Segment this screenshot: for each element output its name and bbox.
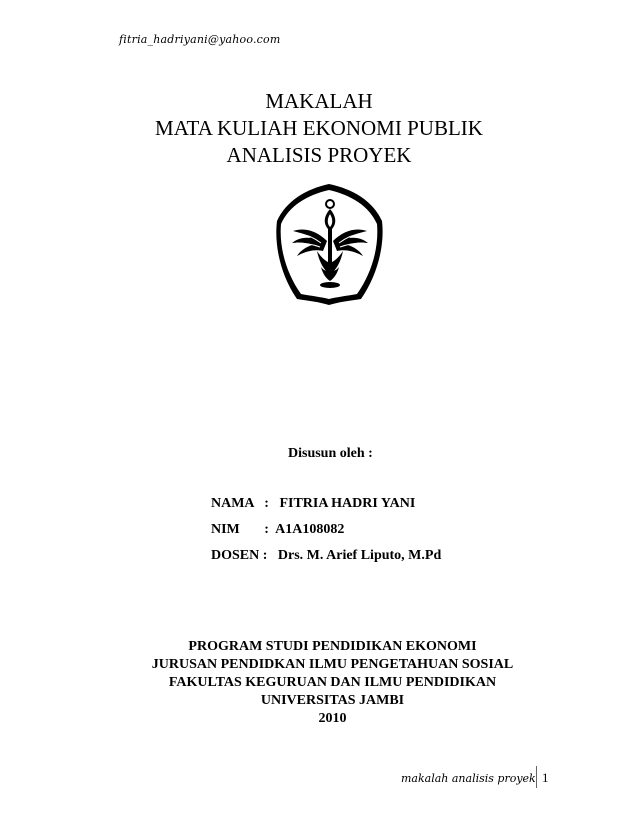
name-value: FITRIA HADRI YANI	[279, 496, 416, 511]
title-line-3: ANALISIS PROYEK	[226, 143, 412, 167]
institution-line-1: PROGRAM STUDI PENDIDIKAN EKONOMI	[188, 639, 477, 654]
institution-line-2: JURUSAN PENDIDKAN ILMU PENGETAHUAN SOSIAL	[151, 657, 514, 672]
footer-note: makalah analisis proyek	[401, 772, 536, 785]
dosen-label: DOSEN :	[211, 548, 268, 563]
institution-line-4: UNIVERSITAS JAMBI	[260, 693, 405, 708]
dosen-value: Drs. M. Arief Liputo, M.Pd	[277, 548, 442, 563]
header-email: fitria_hadriyani@yahoo.com	[119, 33, 281, 46]
title-line-1: MAKALAH	[265, 89, 373, 113]
author-heading: Disusun oleh :	[288, 446, 373, 461]
institution-line-3: FAKULTAS KEGURUAN DAN ILMU PENDIDIKAN	[168, 675, 497, 690]
nim-label: NIM :	[211, 522, 269, 537]
institution-block	[0, 638, 638, 728]
document-title	[0, 88, 638, 169]
author-dosen-row	[211, 548, 441, 564]
page-number: 1	[542, 770, 549, 785]
name-label: NAMA :	[211, 496, 269, 511]
nim-value: A1A108082	[275, 522, 345, 537]
university-emblem-icon	[273, 181, 386, 308]
title-line-2: MATA KULIAH EKONOMI PUBLIK	[155, 116, 483, 140]
author-nim-row	[211, 522, 344, 538]
author-name-row	[211, 496, 415, 512]
page-number-divider	[536, 766, 537, 788]
institution-line-5: 2010	[318, 711, 347, 726]
